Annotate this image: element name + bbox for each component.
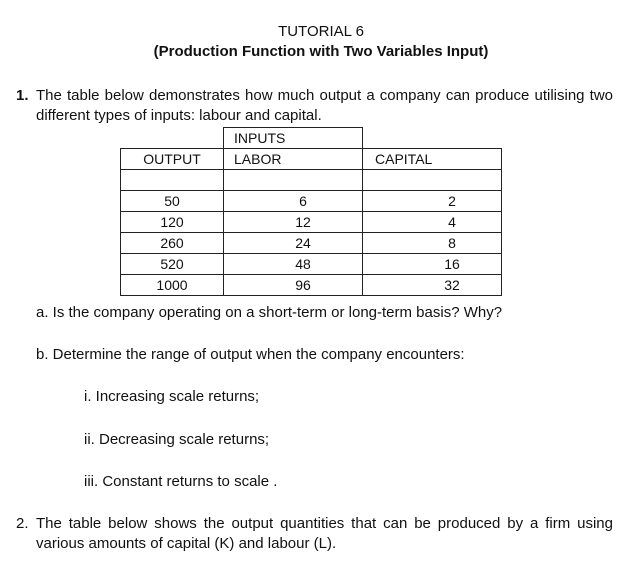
table-group-header-row — [121, 128, 502, 149]
table-row — [121, 275, 502, 296]
question-2-body: The table below shows the output quantities that can be produced by a firm using various amounts of capital (K) and labour (L). — [36, 515, 613, 552]
tutorial-title: TUTORIAL 6 — [278, 23, 364, 40]
question-1-body: The table below demonstrates how much output a company can produce utilising two different types of inputs: labour and capital. — [36, 87, 613, 124]
cell-labor: 24 — [224, 233, 363, 254]
question-2-number: 2. — [16, 515, 29, 532]
question-1a: a. Is the company operating on a short-term or long-term basis? Why? — [36, 304, 503, 321]
column-header-labor: LABOR — [224, 149, 363, 170]
question-1b-iii: iii. Constant returns to scale . — [84, 473, 278, 490]
cell-capital: 16 — [363, 254, 502, 275]
column-header-output: OUTPUT — [121, 149, 224, 170]
cell-capital: 32 — [363, 275, 502, 296]
cell-output: 520 — [121, 254, 224, 275]
cell-capital: 4 — [363, 212, 502, 233]
cell-labor: 12 — [224, 212, 363, 233]
table-header-row — [121, 149, 502, 170]
table-separator — [121, 170, 502, 191]
production-table — [120, 127, 502, 296]
cell-output: 1000 — [121, 275, 224, 296]
inputs-group-header: INPUTS — [224, 128, 363, 149]
cell-labor: 96 — [224, 275, 363, 296]
cell-labor: 6 — [224, 191, 363, 212]
table-row — [121, 233, 502, 254]
cell-capital: 2 — [363, 191, 502, 212]
cell-output: 260 — [121, 233, 224, 254]
cell-output: 120 — [121, 212, 224, 233]
question-1-number: 1. — [16, 87, 29, 104]
table-row — [121, 191, 502, 212]
question-1b: b. Determine the range of output when the company encounters: — [36, 346, 465, 363]
cell-labor: 48 — [224, 254, 363, 275]
question-1-text — [16, 86, 613, 126]
question-1b-i: i. Increasing scale returns; — [84, 388, 260, 405]
cell-output: 50 — [121, 191, 224, 212]
question-2-text — [16, 514, 613, 554]
table-row — [121, 254, 502, 275]
tutorial-subtitle: (Production Function with Two Variables Input) — [153, 43, 489, 60]
cell-capital: 8 — [363, 233, 502, 254]
table-row — [121, 212, 502, 233]
question-1b-ii: ii. Decreasing scale returns; — [84, 431, 270, 448]
column-header-capital: CAPITAL — [363, 149, 502, 170]
